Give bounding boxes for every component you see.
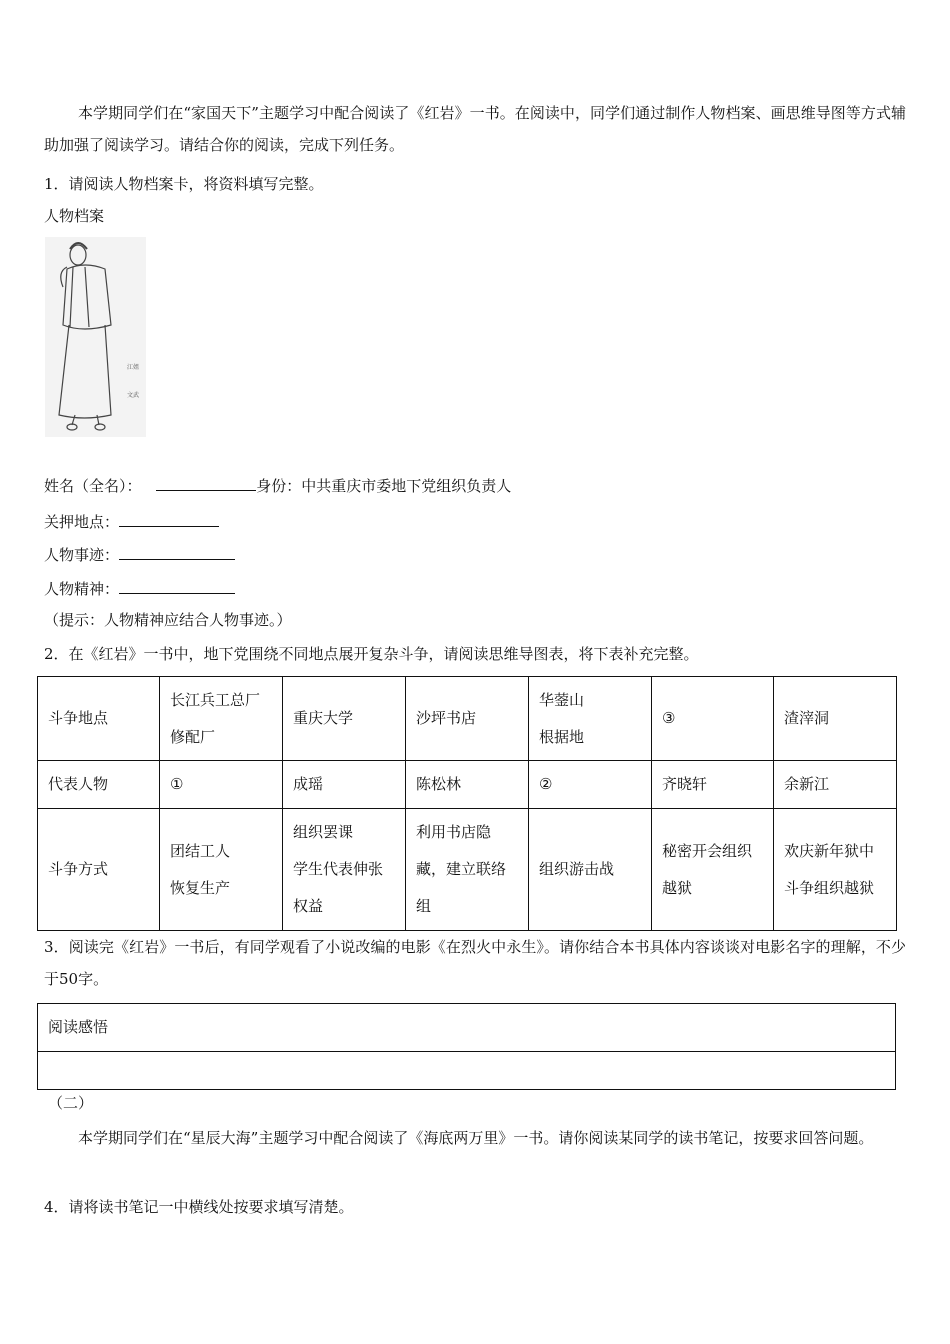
cell-row2-col2[interactable]: ① — [160, 761, 283, 809]
reflection-box — [37, 1003, 896, 1090]
struggle-table — [37, 676, 897, 931]
cell-row2-col7: 余新江 — [774, 761, 897, 809]
cell-row3-col4: 利用书店隐 藏，建立联络 组 — [406, 809, 529, 931]
question-3: 3．阅读完《红岩》一书后，有同学观看了小说改编的电影《在烈火中永生》。请你结合本书具体内容谈谈对电影名字的理解，不少于50字。 — [44, 938, 906, 988]
cell-row3-col1: 斗争方式 — [38, 809, 160, 931]
identity-text: 身份：中共重庆市委地下党组织负责人 — [256, 477, 512, 495]
profile-title: 人物档案 — [44, 207, 105, 225]
cell-row2-col6: 齐晓轩 — [652, 761, 774, 809]
cell-row1-col4: 沙坪书店 — [406, 677, 529, 761]
deeds-label: 人物事迹： — [44, 546, 120, 564]
section-2-heading: （二） — [48, 1094, 94, 1112]
cell-row2-col4: 陈松林 — [406, 761, 529, 809]
cell-row1-col7: 渣滓洞 — [774, 677, 897, 761]
intro-paragraph: 本学期同学们在“家国天下”主题学习中配合阅读了《红岩》一书。在阅读中，同学们通过制作人物档案、画思维导图等方式辅助加强了阅读学习。请结合你的阅读，完成下列任务。 — [44, 104, 906, 154]
cell-row3-col5: 组织游击战 — [529, 809, 652, 931]
table-row-method — [38, 809, 897, 931]
figure-caption-2: 文武 — [127, 392, 140, 399]
cell-row3-col3: 组织罢课 学生代表伸张 权益 — [283, 809, 406, 931]
deeds-blank[interactable] — [119, 545, 235, 560]
name-label: 姓名（全名）： — [44, 477, 142, 495]
cell-row3-col6: 秘密开会组织 越狱 — [652, 809, 774, 931]
cell-row2-col3: 成瑶 — [283, 761, 406, 809]
name-line — [44, 476, 511, 494]
portrait-legs — [72, 415, 99, 425]
cell-row3-col7: 欢庆新年狱中 斗争组织越狱 — [774, 809, 897, 931]
cell-row2-col5[interactable]: ② — [529, 761, 652, 809]
figure-caption-1: 江姐 — [127, 364, 140, 371]
jiang-jie-portrait — [45, 237, 146, 437]
portrait-figure — [45, 237, 146, 437]
cell-row3-col2: 团结工人 恢复生产 — [160, 809, 283, 931]
name-blank[interactable] — [156, 476, 256, 491]
cell-row1-col6[interactable]: ③ — [652, 677, 774, 761]
table-row-location — [38, 677, 897, 761]
portrait-shoe-right — [95, 424, 105, 430]
spirit-label: 人物精神： — [44, 580, 120, 598]
portrait-skirt — [59, 325, 111, 418]
spirit-blank[interactable] — [119, 579, 235, 594]
cell-row2-col1: 代表人物 — [38, 761, 160, 809]
spirit-line — [44, 579, 235, 597]
cell-row1-col1: 斗争地点 — [38, 677, 160, 761]
detained-line — [44, 512, 219, 530]
detained-blank[interactable] — [119, 512, 219, 527]
cell-row1-col3: 重庆大学 — [283, 677, 406, 761]
detained-label: 关押地点： — [44, 513, 120, 531]
reflection-header-row — [38, 1004, 896, 1052]
reflection-answer-area[interactable] — [38, 1052, 896, 1090]
hint-text: （提示：人物精神应结合人物事迹。） — [44, 611, 292, 629]
cell-row1-col2: 长江兵工总厂 修配厂 — [160, 677, 283, 761]
question-4: 4．请将读书笔记一中横线处按要求填写清楚。 — [44, 1198, 354, 1216]
portrait-scarf — [70, 267, 89, 327]
table-row-person — [38, 761, 897, 809]
reflection-label: 阅读感悟 — [38, 1004, 896, 1052]
question-2: 2．在《红岩》一书中，地下党围绕不同地点展开复杂斗争，请阅读思维导图表，将下表补充完整。 — [44, 645, 699, 663]
reflection-answer-row — [38, 1052, 896, 1090]
portrait-head — [70, 245, 86, 265]
intro2-paragraph: 本学期同学们在“星辰大海”主题学习中配合阅读了《海底两万里》一书。请你阅读某同学的读书笔记，按要求回答问题。 — [78, 1129, 874, 1147]
deeds-line — [44, 545, 235, 563]
cell-row1-col5: 华蓥山 根据地 — [529, 677, 652, 761]
question-1: 1．请阅读人物档案卡，将资料填写完整。 — [44, 175, 324, 193]
